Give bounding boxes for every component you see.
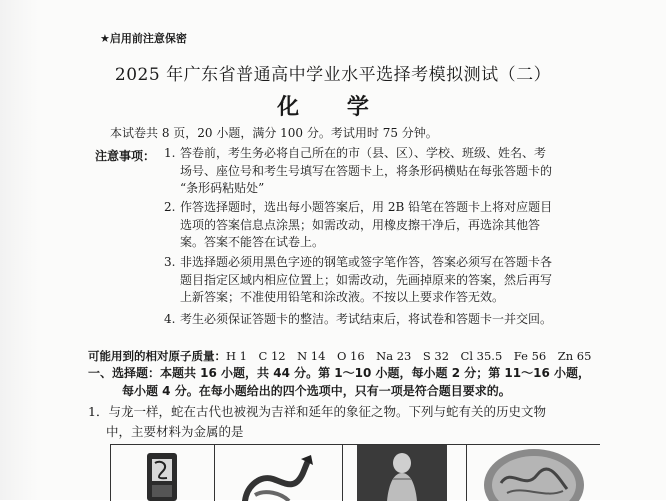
note-item — [164, 145, 553, 198]
note-line: 场号、座位号和考生号填写在答题卡上，将条形码横贴在每张答题卡的 — [180, 163, 553, 178]
atomic-masses-values: H 1 C 12 N 14 O 16 Na 23 S 32 Cl 35.5 Fe 56 Zn 65 — [226, 349, 592, 363]
note-line: “条形码粘贴处” — [180, 181, 265, 195]
note-item — [164, 199, 553, 252]
note-number: 1. — [164, 146, 176, 160]
section-line: 一、选择题：本题共 16 小题，共 44 分。第 1～10 小题，每小题 2 分；第 11～16 小题， — [88, 366, 590, 380]
note-line: 上新答案；不准使用铅笔和涂改液。不按以上要求作答无效。 — [180, 290, 505, 304]
subject-title — [0, 90, 666, 121]
exam-title: 2025 年广东省普通高中学业水平选择考模拟测试（二） — [114, 65, 552, 85]
confidential-notice: ★启用前注意保密 — [100, 32, 187, 45]
atomic-masses-label: 可能用到的相对原子质量： — [88, 349, 226, 363]
exam-intro: 本试卷共 8 页，20 小题，满分 100 分。考试用时 75 分钟。 — [110, 126, 438, 140]
subject-text: 化 学 — [277, 95, 389, 120]
note-number: 2. — [164, 200, 176, 214]
note-line: 选项的答案信息点涂黑；如需改动，用橡皮擦干净后，再选涂其他答 — [180, 217, 541, 232]
note-line: 答卷前，考生务必将自己所在的市（县、区）、学校、班级、姓名、考 — [180, 146, 547, 160]
note-line: 非选择题必须用黑色字迹的钢笔或签字笔作答，答案必须写在答题卡各 — [180, 255, 553, 269]
engraved-disc-photo — [466, 445, 601, 501]
note-item — [164, 254, 553, 307]
figurine-photo — [342, 445, 461, 501]
atomic-masses — [88, 348, 591, 364]
artifact-photo-strip — [110, 444, 600, 501]
question-1 — [88, 402, 608, 442]
note-number: 4. — [164, 312, 176, 326]
section-heading — [88, 365, 590, 400]
question-line: 中，主要材料为金属的是 — [106, 424, 244, 439]
note-number: 3. — [164, 255, 176, 269]
note-item — [164, 311, 553, 329]
note-line: 作答选择题时，选出每小题答案后，用 2B 铅笔在答题卡上将对应题目 — [180, 200, 553, 214]
section-line: 每小题 4 分。在每小题给出的四个选项中，只有一项是符合题目要求的。 — [122, 383, 511, 398]
notes-label: 注意事项： — [95, 149, 156, 163]
note-line: 案。答案不能答在试卷上。 — [180, 235, 325, 249]
note-line: 考生必须保证答题卡的整洁。考试结束后，将试卷和答题卡一并交回。 — [180, 312, 553, 326]
note-line: 题目指定区域内相应位置上；如需改动，先画掉原来的答案，然后再写 — [180, 272, 553, 287]
seal-artifact-photo — [110, 445, 211, 501]
question-line: 1．与龙一样，蛇在古代也被视为吉祥和延年的象征之物。下列与蛇有关的历史文物 — [88, 404, 546, 419]
bronze-snake-photo — [214, 445, 333, 501]
